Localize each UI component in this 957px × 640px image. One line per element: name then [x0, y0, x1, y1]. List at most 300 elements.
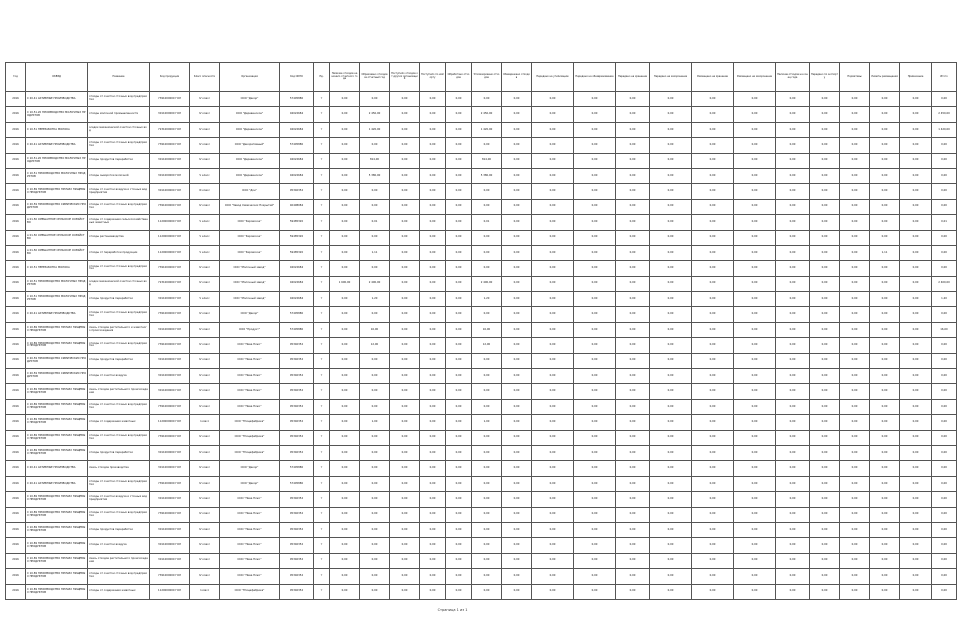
table-cell: 0,00 — [692, 138, 734, 153]
table-cell: III класс — [190, 184, 220, 199]
column-header: Класс опасности — [190, 63, 220, 92]
table-row — [6, 476, 957, 491]
table-cell: 0,00 — [840, 492, 870, 507]
table-cell: 3011000000 ГОЛ — [150, 292, 190, 307]
table-cell: 0,00 — [776, 261, 810, 276]
table-cell: 57405880 — [280, 476, 314, 491]
table-cell: 0,00 — [900, 384, 932, 399]
table-cell: 0,00 — [650, 522, 692, 537]
table-cell: 0,00 — [502, 92, 532, 107]
table-cell: 0,00 — [446, 569, 472, 584]
table-cell: 0,00 — [446, 92, 472, 107]
column-header: Обезврежено отходов — [502, 63, 532, 92]
table-cell: 0,00 — [360, 553, 390, 568]
table-cell: 0,00 — [870, 292, 900, 307]
table-cell: 2016 — [6, 553, 26, 568]
table-cell: 0,00 — [420, 399, 446, 414]
table-cell: 0,00 — [502, 445, 532, 460]
table-cell: 0,00 — [502, 492, 532, 507]
table-cell: 04022684 — [280, 153, 314, 168]
table-cell: А 01.50 СМЕШАННОЕ СЕЛЬСКОЕ ХОЗЯЙСТВО — [26, 215, 88, 230]
table-cell: 0,00 — [900, 430, 932, 445]
table-cell: 0,00 — [420, 353, 446, 368]
table-cell: С 10.51 ПРОИЗВОДСТВО МОЛОЧНЫХ ПРОДУКТОВ — [26, 168, 88, 183]
table-cell: IV класс — [190, 107, 220, 122]
table-cell: 0,00 — [446, 292, 472, 307]
table-cell: 0,00 — [870, 184, 900, 199]
table-cell: 0,00 — [692, 507, 734, 522]
table-cell: 0,00 — [446, 384, 472, 399]
table-cell: 0,00 — [390, 399, 420, 414]
table-cell: 7391000000 ГОЛ — [150, 476, 190, 491]
table-cell: ООО "Нива Плюс" — [220, 369, 280, 384]
table-cell: 16,00 — [472, 322, 502, 337]
table-cell: 0,00 — [446, 168, 472, 183]
table-cell: 12,00 — [360, 338, 390, 353]
table-cell: 0,00 — [870, 276, 900, 291]
table-row — [6, 184, 957, 199]
table-cell: 0,00 — [734, 415, 776, 430]
column-header: ОКВЭД — [26, 63, 88, 92]
table-cell: 0,00 — [650, 553, 692, 568]
table-cell: 0,00 — [360, 461, 390, 476]
table-cell: 0,00 — [810, 322, 840, 337]
table-cell: ООО "Завод Химических Покрытий" — [220, 199, 280, 214]
table-cell: 0,00 — [472, 461, 502, 476]
table-cell: V класс — [190, 230, 220, 245]
table-cell: 0,00 — [692, 153, 734, 168]
table-cell: 0,00 — [734, 445, 776, 460]
table-cell: 0,00 — [650, 492, 692, 507]
table-cell: 0,00 — [502, 399, 532, 414]
table-cell: 0,00 — [502, 553, 532, 568]
table-cell: С 20.41 АКТИВНЫЕ ПРОИЗВОДСТВА — [26, 307, 88, 322]
table-cell: 3011000000 ГОЛ — [150, 168, 190, 183]
table-cell: отходы от очистки сточных вод предприятия — [88, 92, 150, 107]
table-cell: 0,00 — [390, 538, 420, 553]
table-cell: 0,00 — [446, 307, 472, 322]
table-cell: 0,00 — [900, 369, 932, 384]
table-cell: 0,00 — [390, 138, 420, 153]
table-cell: 0,00 — [840, 230, 870, 245]
table-cell: 2 450,00 — [472, 107, 502, 122]
table-cell: 0,00 — [870, 399, 900, 414]
table-cell: 0,00 — [420, 415, 446, 430]
table-cell: 0,00 — [900, 445, 932, 460]
table-cell: 0,00 — [870, 384, 900, 399]
table-cell: 0,00 — [472, 199, 502, 214]
table-cell: т — [314, 107, 330, 122]
table-cell: 0,00 — [616, 461, 650, 476]
table-cell: т — [314, 445, 330, 460]
table-row — [6, 522, 957, 537]
table-cell: 0,00 — [810, 569, 840, 584]
table-cell: ООО "Молочный завод" — [220, 261, 280, 276]
table-cell: 0,00 — [650, 307, 692, 322]
table-cell: т — [314, 369, 330, 384]
table-cell: 0,00 — [616, 353, 650, 368]
table-cell: смесь отходов растительного происхождения — [88, 384, 150, 399]
table-cell: IV класс — [190, 122, 220, 137]
table-cell: 04022684 — [280, 292, 314, 307]
table-cell: т — [314, 384, 330, 399]
table-cell: 1120000000 ГОЛ — [150, 215, 190, 230]
table-cell: 0,00 — [840, 168, 870, 183]
table-cell: 0,00 — [810, 292, 840, 307]
table-cell: 05340352 — [280, 522, 314, 537]
table-cell: 7231000000 ГОЛ — [150, 276, 190, 291]
table-cell: отходы от очистки сточных вод предприятия — [88, 476, 150, 491]
table-cell: IV класс — [190, 538, 220, 553]
table-cell: отходы продуктов переработки — [88, 292, 150, 307]
table-cell: 0,00 — [420, 538, 446, 553]
table-cell: 0,00 — [616, 199, 650, 214]
table-cell: отходы от очистки сточных вод предприятия — [88, 138, 150, 153]
table-cell: 0,00 — [810, 384, 840, 399]
table-cell: 0,00 — [390, 445, 420, 460]
table-cell: 0,00 — [502, 476, 532, 491]
table-cell: 0,00 — [734, 553, 776, 568]
table-cell: 0,00 — [532, 584, 574, 599]
table-cell: IV класс — [190, 322, 220, 337]
table-cell: 0,00 — [330, 384, 360, 399]
table-cell: 0,00 — [330, 553, 360, 568]
table-cell: 0,00 — [472, 369, 502, 384]
table-row — [6, 322, 957, 337]
table-cell: 0,00 — [734, 138, 776, 153]
table-cell: 0,00 — [840, 215, 870, 230]
table-cell: 0,00 — [446, 430, 472, 445]
table-cell: осадок механической очистки сточных вод — [88, 276, 150, 291]
table-cell: 0,00 — [870, 476, 900, 491]
table-cell: т — [314, 584, 330, 599]
table-cell: 0,00 — [360, 430, 390, 445]
table-cell: осадок механической очистки сточных вод — [88, 122, 150, 137]
table-cell: 0,00 — [776, 507, 810, 522]
table-cell: 0,00 — [650, 584, 692, 599]
table-cell: 0,00 — [446, 276, 472, 291]
table-row — [6, 107, 957, 122]
table-cell: 0,00 — [420, 307, 446, 322]
table-cell: 0,00 — [776, 107, 810, 122]
table-row — [6, 369, 957, 384]
table-cell: 0,00 — [932, 307, 957, 322]
table-cell: 0,00 — [734, 538, 776, 553]
table-cell: 0,00 — [472, 538, 502, 553]
table-cell: 0,00 — [330, 338, 360, 353]
table-cell: 0,00 — [390, 292, 420, 307]
table-cell: 0,00 — [692, 184, 734, 199]
table-cell: 0,00 — [532, 138, 574, 153]
table-cell: 0,00 — [420, 122, 446, 137]
table-cell: 0,00 — [692, 245, 734, 260]
table-cell: IV класс — [190, 384, 220, 399]
table-cell: 05340352 — [280, 338, 314, 353]
table-cell: 0,00 — [900, 584, 932, 599]
table-cell: 0,00 — [692, 369, 734, 384]
table-cell: 0,00 — [870, 507, 900, 522]
table-cell: 2016 — [6, 476, 26, 491]
table-cell: ООО "Дон" — [220, 184, 280, 199]
table-cell: 0,00 — [692, 384, 734, 399]
table-row — [6, 153, 957, 168]
table-cell: 0,00 — [330, 415, 360, 430]
table-cell: С 10.89 ПРОИЗВОДСТВО ПРОЧИХ ПИЩЕВЫХ ПРОДУКТОВ — [26, 553, 88, 568]
table-cell: 0,00 — [360, 399, 390, 414]
table-cell: 0,00 — [574, 261, 616, 276]
table-row — [6, 338, 957, 353]
table-cell: IV класс — [190, 553, 220, 568]
table-cell: 0,00 — [776, 338, 810, 353]
table-cell: 0,00 — [502, 353, 532, 368]
table-cell: 0,00 — [574, 492, 616, 507]
table-cell: 2016 — [6, 184, 26, 199]
table-cell: 0,00 — [420, 584, 446, 599]
table-cell: 04022684 — [280, 261, 314, 276]
table-cell: 0,00 — [776, 369, 810, 384]
table-cell: 0,00 — [532, 153, 574, 168]
table-cell: 0,00 — [532, 107, 574, 122]
table-cell: 0,00 — [870, 553, 900, 568]
table-cell: 0,00 — [650, 569, 692, 584]
table-cell: ООО "Нива Плюс" — [220, 492, 280, 507]
table-cell: 0,00 — [734, 107, 776, 122]
table-cell: 0,00 — [932, 569, 957, 584]
report-sheet — [5, 62, 950, 600]
table-cell: 7391000000 ГОЛ — [150, 569, 190, 584]
column-header: Наличие отходов на конец года — [776, 63, 810, 92]
table-cell: т — [314, 569, 330, 584]
table-cell: ООО "Декор" — [220, 461, 280, 476]
table-cell: 0,00 — [870, 322, 900, 337]
table-cell: IV класс — [190, 92, 220, 107]
table-cell: 7231000000 ГОЛ — [150, 122, 190, 137]
table-cell: 814,00 — [472, 153, 502, 168]
table-cell: 0,00 — [532, 338, 574, 353]
table-cell: 0,00 — [650, 199, 692, 214]
column-header: Наличие отходов на начало отчетного года — [330, 63, 360, 92]
table-cell: 0,00 — [330, 538, 360, 553]
table-cell: т — [314, 92, 330, 107]
table-cell: отходы от очистки сточных вод предприятия — [88, 307, 150, 322]
table-cell: 0,00 — [330, 168, 360, 183]
table-cell: 0,00 — [446, 261, 472, 276]
table-header — [6, 63, 957, 92]
table-cell: 0,00 — [932, 230, 957, 245]
table-cell: 57405880 — [280, 92, 314, 107]
table-cell: 0,00 — [932, 384, 957, 399]
table-cell: 0,00 — [900, 122, 932, 137]
column-header: Код ОКПО — [280, 63, 314, 92]
table-cell: 2016 — [6, 107, 26, 122]
table-cell: 5 380,00 — [360, 168, 390, 183]
table-cell: 0,00 — [810, 138, 840, 153]
table-cell: отходы растениеводства — [88, 230, 150, 245]
table-cell: 2016 — [6, 322, 26, 337]
table-cell: 1,00 — [472, 415, 502, 430]
table-cell: 0,00 — [390, 461, 420, 476]
table-cell: 0,00 — [870, 569, 900, 584]
table-cell: ООО "Нива Плюс" — [220, 522, 280, 537]
table-cell: 0,00 — [616, 476, 650, 491]
table-cell: 0,00 — [932, 353, 957, 368]
table-cell: 0,00 — [574, 292, 616, 307]
table-cell: 7391000000 ГОЛ — [150, 261, 190, 276]
table-cell: т — [314, 522, 330, 537]
table-cell: 0,01 — [472, 215, 502, 230]
table-cell: 0,00 — [870, 199, 900, 214]
table-cell: 0,00 — [900, 168, 932, 183]
table-cell: 0,00 — [840, 507, 870, 522]
table-cell: 0,00 — [870, 138, 900, 153]
table-cell: IV класс — [190, 445, 220, 460]
table-cell: 0,00 — [840, 261, 870, 276]
table-row — [6, 276, 957, 291]
table-cell: т — [314, 168, 330, 183]
table-cell: 3011000000 ГОЛ — [150, 384, 190, 399]
table-cell: т — [314, 122, 330, 137]
table-cell: 0,00 — [932, 92, 957, 107]
table-cell: IV класс — [190, 261, 220, 276]
table-cell: 2016 — [6, 122, 26, 137]
table-cell: 0,00 — [532, 292, 574, 307]
table-cell: 3011000000 ГОЛ — [150, 369, 190, 384]
table-cell: 0,00 — [390, 230, 420, 245]
column-header: Организация — [220, 63, 280, 92]
table-cell: 0,00 — [420, 322, 446, 337]
table-row — [6, 215, 957, 230]
table-cell: 0,00 — [692, 476, 734, 491]
table-cell: С 20.41 АКТИВНЫЕ ПРОИЗВОДСТВА — [26, 92, 88, 107]
table-cell: 0,00 — [574, 322, 616, 337]
table-cell: 0,00 — [446, 553, 472, 568]
table-cell: 0,00 — [446, 353, 472, 368]
table-cell: 0,00 — [616, 507, 650, 522]
table-cell: 0,00 — [420, 107, 446, 122]
table-cell: отходы продуктов переработки — [88, 353, 150, 368]
table-cell: т — [314, 476, 330, 491]
table-cell: 0,00 — [390, 338, 420, 353]
table-cell: ООО "Кировское" — [220, 215, 280, 230]
table-cell: 04022684 — [280, 122, 314, 137]
table-cell: 0,00 — [472, 353, 502, 368]
table-cell: ООО "Декор" — [220, 92, 280, 107]
table-cell: 0,00 — [900, 276, 932, 291]
table-cell: 0,00 — [472, 507, 502, 522]
table-cell: 0,00 — [472, 430, 502, 445]
table-cell: 0,00 — [776, 538, 810, 553]
table-cell: 0,00 — [330, 230, 360, 245]
table-cell: 0,00 — [532, 92, 574, 107]
table-cell: 0,00 — [810, 492, 840, 507]
table-cell: т — [314, 292, 330, 307]
table-cell: 0,00 — [900, 307, 932, 322]
table-cell: 05340352 — [280, 445, 314, 460]
table-cell: 1,20 — [472, 292, 502, 307]
table-cell: IV класс — [190, 199, 220, 214]
table-cell: IV класс — [190, 153, 220, 168]
table-cell: 0,00 — [390, 107, 420, 122]
table-cell: 0,00 — [870, 461, 900, 476]
table-cell: 2016 — [6, 507, 26, 522]
table-cell: 0,00 — [532, 384, 574, 399]
table-cell: 0,00 — [574, 384, 616, 399]
table-cell: 0,00 — [472, 584, 502, 599]
table-cell: IV класс — [190, 569, 220, 584]
table-cell: 0,00 — [840, 538, 870, 553]
table-cell: 0,00 — [420, 261, 446, 276]
table-cell: 0,00 — [532, 322, 574, 337]
table-cell: 0,00 — [360, 538, 390, 553]
table-cell: 0,00 — [574, 353, 616, 368]
table-cell: т — [314, 399, 330, 414]
page-footer: Страница 1 из 1 — [437, 608, 468, 612]
table-row — [6, 168, 957, 183]
table-cell: IV класс — [190, 138, 220, 153]
table-cell: 0,00 — [574, 230, 616, 245]
table-cell: 1120000000 ГОЛ — [150, 245, 190, 260]
table-cell: 0,00 — [840, 399, 870, 414]
table-cell: 0,00 — [360, 569, 390, 584]
table-cell: 2 450,00 — [932, 107, 957, 122]
table-cell: IV класс — [190, 338, 220, 353]
table-cell: 0,00 — [870, 430, 900, 445]
table-cell: 7391000000 ГОЛ — [150, 92, 190, 107]
table-cell: 0,00 — [616, 445, 650, 460]
table-cell: 0,00 — [360, 384, 390, 399]
table-cell: 0,00 — [840, 245, 870, 260]
table-cell: I класс — [190, 584, 220, 599]
table-cell: 0,00 — [692, 230, 734, 245]
table-cell: т — [314, 307, 330, 322]
table-cell: т — [314, 153, 330, 168]
table-cell: 0,00 — [330, 507, 360, 522]
table-cell: 0,00 — [390, 369, 420, 384]
column-header: Поступило отходов от других организаций — [390, 63, 420, 92]
table-cell: 0,00 — [650, 122, 692, 137]
table-cell: 0,00 — [330, 445, 360, 460]
table-cell: 0,00 — [616, 569, 650, 584]
table-cell: 0,00 — [650, 245, 692, 260]
table-cell: 2016 — [6, 384, 26, 399]
table-cell: 0,00 — [532, 476, 574, 491]
table-cell: 0,00 — [692, 199, 734, 214]
table-cell: С 10.89 ПРОИЗВОДСТВО ПРОЧИХ ПИЩЕВЫХ ПРОДУКТОВ — [26, 430, 88, 445]
table-cell: 0,00 — [502, 199, 532, 214]
table-cell: С 10.89 ПРОИЗВОДСТВО ПРОЧИХ ПИЩЕВЫХ ПРОДУКТОВ — [26, 338, 88, 353]
table-cell: 0,00 — [574, 569, 616, 584]
table-cell: 0,00 — [502, 584, 532, 599]
table-cell: 0,00 — [574, 168, 616, 183]
table-cell: 0,00 — [420, 507, 446, 522]
table-cell: 0,00 — [900, 507, 932, 522]
table-cell: 0,00 — [502, 292, 532, 307]
table-cell: 0,00 — [776, 399, 810, 414]
table-cell: А 01.50 СМЕШАННОЕ СЕЛЬСКОЕ ХОЗЯЙСТВО — [26, 245, 88, 260]
table-cell: 0,00 — [650, 322, 692, 337]
column-header: Утилизировано отходов — [472, 63, 502, 92]
table-cell: 0,00 — [446, 476, 472, 491]
table-cell: 0,00 — [390, 476, 420, 491]
table-cell: 0,00 — [870, 584, 900, 599]
table-cell: 0,00 — [734, 199, 776, 214]
table-cell: 0,00 — [616, 276, 650, 291]
table-cell: 0,00 — [532, 245, 574, 260]
table-cell: 0,00 — [776, 138, 810, 153]
table-cell: 0,00 — [900, 92, 932, 107]
table-cell: 0,00 — [810, 538, 840, 553]
table-cell: 1 420,00 — [360, 122, 390, 137]
